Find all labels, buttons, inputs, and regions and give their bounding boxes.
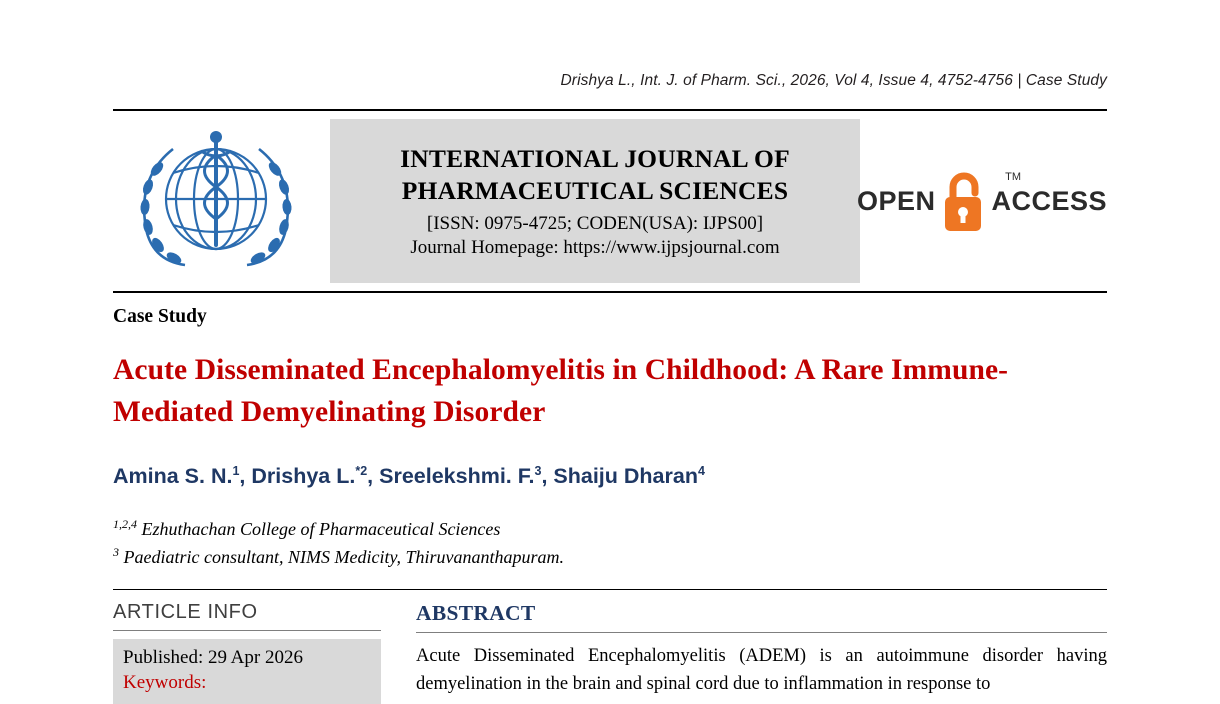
open-access-label-left: OPEN xyxy=(856,185,936,216)
article-body xyxy=(113,601,1107,704)
article-type-label: Case Study xyxy=(113,306,207,327)
keywords-label: Keywords: xyxy=(123,671,207,693)
author-separator: , xyxy=(239,463,252,488)
affiliation-text: Paediatric consultant, NIMS Medicity, Thiruvananthapuram. xyxy=(123,546,564,567)
author-affiliation-marker: 1 xyxy=(232,463,240,478)
open-access-label-right: ACCESS xyxy=(991,185,1107,216)
page-title: Acute Disseminated Encephalomyelitis in Childhood: A Rare Immune-Mediated Demyelinating Disorder xyxy=(113,354,1009,428)
article-info-box xyxy=(113,639,381,704)
author-entry xyxy=(553,464,705,488)
running-head: Drishya L., Int. J. of Pharm. Sci., 2026, Vol 4, Issue 4, 4752-4756 | Case Study xyxy=(560,72,1107,89)
open-access-badge xyxy=(856,165,1107,238)
body-divider xyxy=(113,589,1107,590)
journal-title-line-2: PHARMACEUTICAL SCIENCES xyxy=(401,175,789,205)
open-lock-icon xyxy=(939,167,987,240)
journal-issn: [ISSN: 0975-4725; CODEN(USA): IJPS00] xyxy=(426,212,764,234)
journal-title-block xyxy=(330,119,860,283)
author-name: Drishya L. xyxy=(251,463,356,488)
author-entry xyxy=(379,464,541,488)
author-separator: , xyxy=(367,463,380,488)
affiliation-marker: 1,2,4 xyxy=(113,516,137,531)
author-affiliation-marker: 3 xyxy=(534,463,542,478)
affiliation-line xyxy=(113,543,1107,571)
affiliation-marker: 3 xyxy=(113,544,119,559)
abstract-column xyxy=(381,601,1107,704)
trademark-symbol: TM xyxy=(1005,170,1021,183)
author-affiliation-marker: *2 xyxy=(355,463,368,478)
header-divider-bottom xyxy=(113,291,1107,293)
abstract-text: Acute Disseminated Encephalomyelitis (ADEM) is an autoimmune disorder having demyelination in the brain and spinal cord due to inflammation in response to xyxy=(416,645,1107,694)
author-affiliation-marker: 4 xyxy=(697,463,705,478)
journal-homepage: Journal Homepage: https://www.ijpsjournal.com xyxy=(410,236,780,258)
author-name: Sreelekshmi. F. xyxy=(379,463,535,488)
author-entry xyxy=(251,464,367,488)
author-name: Shaiju Dharan xyxy=(553,463,698,488)
affiliations xyxy=(113,515,1107,571)
author-entry xyxy=(113,464,239,488)
abstract-header: ABSTRACT xyxy=(416,601,1107,633)
masthead xyxy=(113,111,1107,291)
journal-emblem-icon xyxy=(113,125,318,277)
affiliation-line xyxy=(113,515,1107,543)
author-separator: , xyxy=(541,463,554,488)
author-name: Amina S. N. xyxy=(113,463,233,488)
affiliation-text: Ezhuthachan College of Pharmaceutical Sciences xyxy=(141,518,501,539)
author-list xyxy=(113,464,1107,489)
journal-title-line-1: INTERNATIONAL JOURNAL OF xyxy=(400,144,790,174)
article-info-header: ARTICLE INFO xyxy=(113,601,381,631)
article-info-column xyxy=(113,601,381,704)
published-date: Published: 29 Apr 2026 xyxy=(123,646,303,668)
